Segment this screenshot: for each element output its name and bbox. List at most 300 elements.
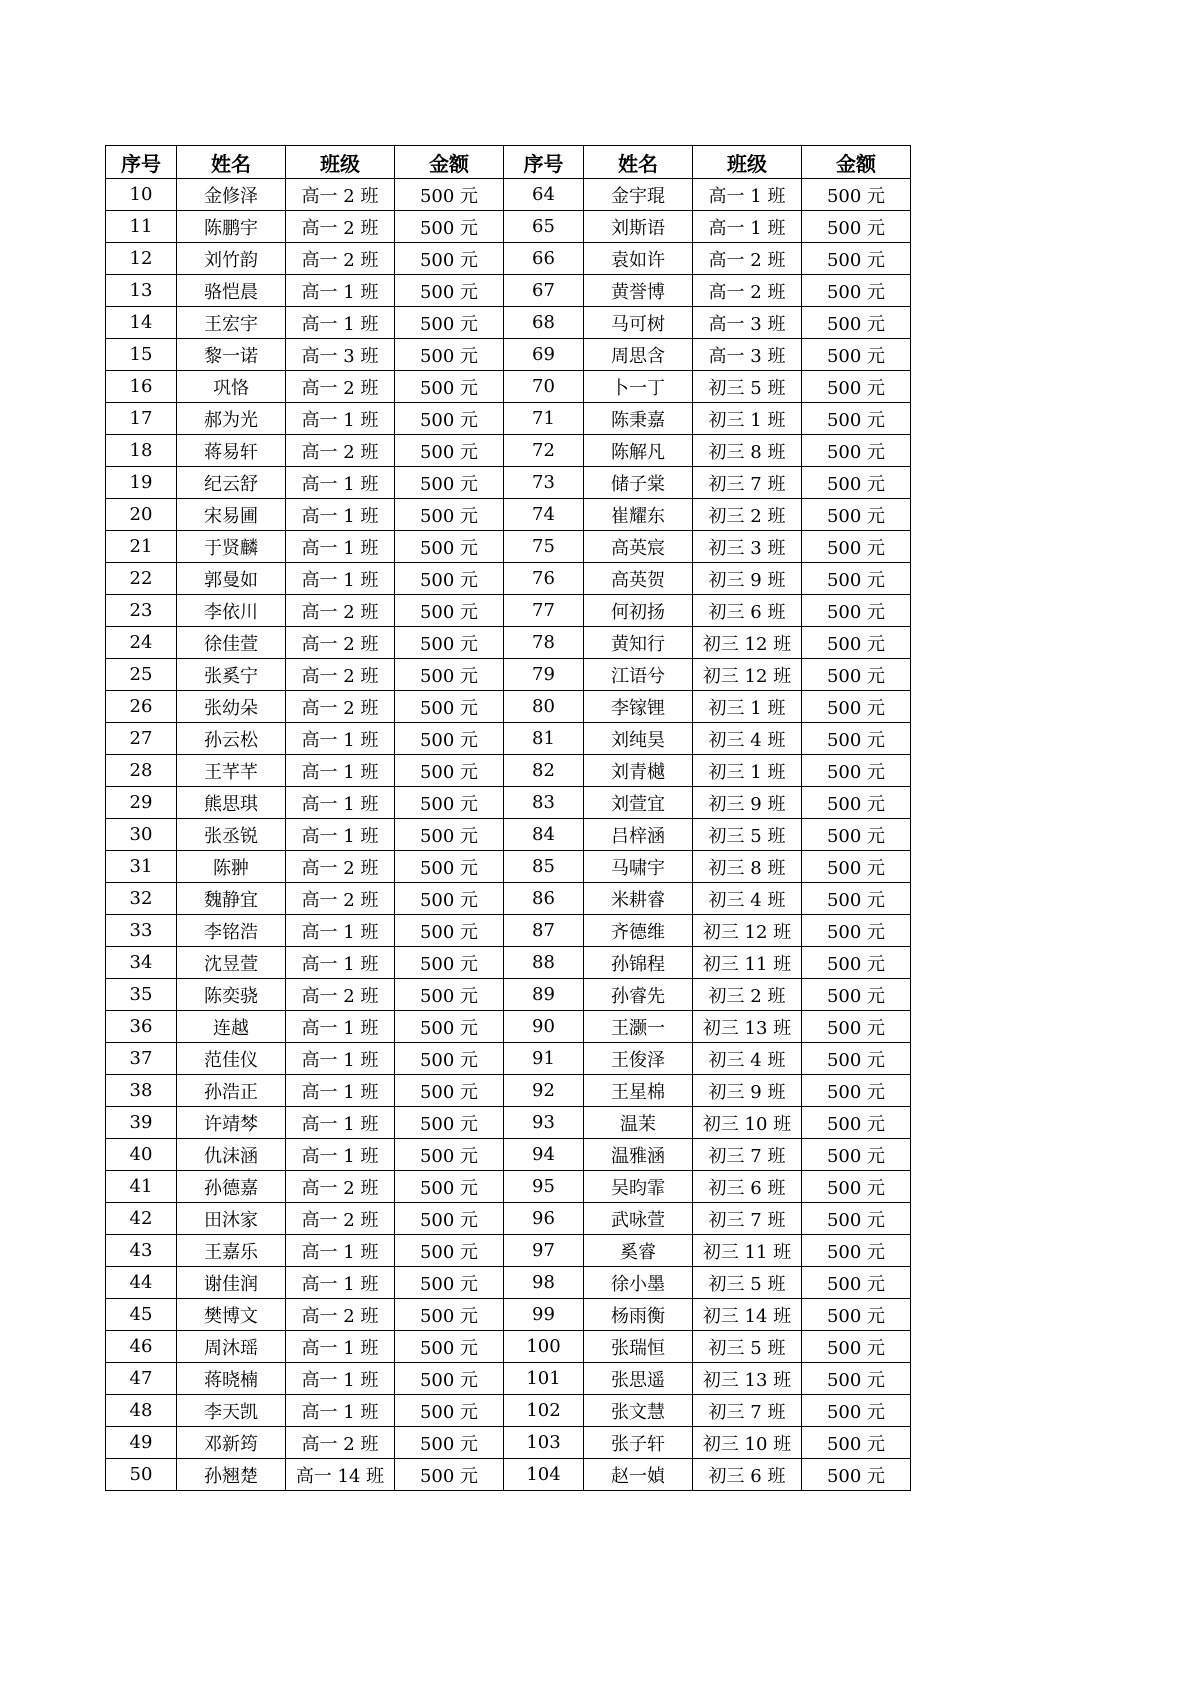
class-cell-2: 初三 5 班 — [693, 819, 802, 851]
table-row — [106, 1107, 911, 1139]
table-row — [106, 467, 911, 499]
class-cell: 高一 2 班 — [286, 435, 395, 467]
name-cell: 谢佳润 — [177, 1267, 286, 1299]
seq-cell: 25 — [106, 659, 177, 691]
amount-cell: 500 元 — [395, 1203, 504, 1235]
seq-cell-2: 89 — [504, 979, 584, 1011]
name-cell: 于贤麟 — [177, 531, 286, 563]
class-cell: 高一 1 班 — [286, 467, 395, 499]
amount-cell: 500 元 — [395, 1011, 504, 1043]
name-cell: 纪云舒 — [177, 467, 286, 499]
seq-cell: 28 — [106, 755, 177, 787]
amount-cell-2: 500 元 — [802, 979, 911, 1011]
seq-cell: 32 — [106, 883, 177, 915]
amount-cell-2: 500 元 — [802, 1139, 911, 1171]
name-cell: 孙浩正 — [177, 1075, 286, 1107]
seq-cell-2: 72 — [504, 435, 584, 467]
seq-cell-2: 76 — [504, 563, 584, 595]
name-cell-2: 崔耀东 — [584, 499, 693, 531]
class-cell: 高一 1 班 — [286, 1139, 395, 1171]
header-name-2: 姓名 — [584, 146, 693, 179]
seq-cell: 47 — [106, 1363, 177, 1395]
seq-cell: 43 — [106, 1235, 177, 1267]
class-cell: 高一 2 班 — [286, 659, 395, 691]
amount-cell: 500 元 — [395, 371, 504, 403]
amount-cell-2: 500 元 — [802, 755, 911, 787]
seq-cell: 19 — [106, 467, 177, 499]
amount-cell: 500 元 — [395, 819, 504, 851]
amount-cell: 500 元 — [395, 531, 504, 563]
seq-cell: 22 — [106, 563, 177, 595]
class-cell: 高一 2 班 — [286, 595, 395, 627]
table-row — [106, 915, 911, 947]
class-cell: 高一 2 班 — [286, 691, 395, 723]
amount-cell-2: 500 元 — [802, 723, 911, 755]
header-amount-2: 金额 — [802, 146, 911, 179]
amount-cell: 500 元 — [395, 595, 504, 627]
amount-cell-2: 500 元 — [802, 339, 911, 371]
header-amount: 金额 — [395, 146, 504, 179]
table-row — [106, 1011, 911, 1043]
amount-cell: 500 元 — [395, 499, 504, 531]
table-row — [106, 691, 911, 723]
seq-cell: 24 — [106, 627, 177, 659]
seq-cell-2: 73 — [504, 467, 584, 499]
amount-cell: 500 元 — [395, 1075, 504, 1107]
seq-cell-2: 99 — [504, 1299, 584, 1331]
class-cell-2: 初三 13 班 — [693, 1363, 802, 1395]
class-cell-2: 初三 10 班 — [693, 1427, 802, 1459]
class-cell: 高一 1 班 — [286, 1267, 395, 1299]
amount-cell-2: 500 元 — [802, 1043, 911, 1075]
class-cell-2: 初三 1 班 — [693, 403, 802, 435]
header-row — [106, 146, 911, 179]
seq-cell-2: 64 — [504, 179, 584, 211]
name-cell: 张幼朵 — [177, 691, 286, 723]
name-cell: 金修泽 — [177, 179, 286, 211]
amount-cell: 500 元 — [395, 1171, 504, 1203]
amount-cell-2: 500 元 — [802, 467, 911, 499]
amount-cell-2: 500 元 — [802, 531, 911, 563]
class-cell: 高一 2 班 — [286, 851, 395, 883]
table-row — [106, 819, 911, 851]
class-cell: 高一 1 班 — [286, 563, 395, 595]
amount-cell: 500 元 — [395, 179, 504, 211]
name-cell-2: 徐小墨 — [584, 1267, 693, 1299]
amount-cell: 500 元 — [395, 403, 504, 435]
amount-cell: 500 元 — [395, 1459, 504, 1491]
amount-cell-2: 500 元 — [802, 275, 911, 307]
name-cell: 王芊芊 — [177, 755, 286, 787]
name-cell-2: 王俊泽 — [584, 1043, 693, 1075]
table-row — [106, 1203, 911, 1235]
amount-cell-2: 500 元 — [802, 627, 911, 659]
seq-cell: 17 — [106, 403, 177, 435]
amount-cell: 500 元 — [395, 947, 504, 979]
class-cell-2: 初三 8 班 — [693, 851, 802, 883]
name-cell-2: 卜一丁 — [584, 371, 693, 403]
class-cell: 高一 2 班 — [286, 979, 395, 1011]
name-cell: 郭曼如 — [177, 563, 286, 595]
name-cell: 孙云松 — [177, 723, 286, 755]
amount-cell: 500 元 — [395, 435, 504, 467]
class-cell: 高一 2 班 — [286, 211, 395, 243]
name-cell-2: 米耕睿 — [584, 883, 693, 915]
seq-cell: 20 — [106, 499, 177, 531]
seq-cell-2: 75 — [504, 531, 584, 563]
seq-cell-2: 78 — [504, 627, 584, 659]
name-cell-2: 周思含 — [584, 339, 693, 371]
seq-cell: 35 — [106, 979, 177, 1011]
name-cell: 周沐瑶 — [177, 1331, 286, 1363]
name-cell-2: 孙锦程 — [584, 947, 693, 979]
amount-cell-2: 500 元 — [802, 1331, 911, 1363]
name-cell-2: 高英贺 — [584, 563, 693, 595]
amount-cell: 500 元 — [395, 1299, 504, 1331]
amount-cell-2: 500 元 — [802, 243, 911, 275]
seq-cell-2: 71 — [504, 403, 584, 435]
amount-cell: 500 元 — [395, 755, 504, 787]
seq-cell-2: 82 — [504, 755, 584, 787]
amount-cell: 500 元 — [395, 563, 504, 595]
amount-cell-2: 500 元 — [802, 1075, 911, 1107]
amount-cell-2: 500 元 — [802, 563, 911, 595]
name-cell: 连越 — [177, 1011, 286, 1043]
seq-cell-2: 83 — [504, 787, 584, 819]
name-cell-2: 张文慧 — [584, 1395, 693, 1427]
amount-cell: 500 元 — [395, 211, 504, 243]
seq-cell: 45 — [106, 1299, 177, 1331]
name-cell-2: 吕梓涵 — [584, 819, 693, 851]
name-cell: 孙翘楚 — [177, 1459, 286, 1491]
name-cell: 王宏宇 — [177, 307, 286, 339]
name-cell: 范佳仪 — [177, 1043, 286, 1075]
amount-cell: 500 元 — [395, 883, 504, 915]
amount-cell-2: 500 元 — [802, 883, 911, 915]
scholarship-table — [105, 145, 911, 1491]
table-row — [106, 883, 911, 915]
seq-cell: 49 — [106, 1427, 177, 1459]
seq-cell-2: 81 — [504, 723, 584, 755]
amount-cell-2: 500 元 — [802, 819, 911, 851]
seq-cell-2: 90 — [504, 1011, 584, 1043]
amount-cell-2: 500 元 — [802, 1235, 911, 1267]
name-cell-2: 齐德维 — [584, 915, 693, 947]
class-cell-2: 初三 10 班 — [693, 1107, 802, 1139]
amount-cell-2: 500 元 — [802, 1267, 911, 1299]
class-cell-2: 初三 1 班 — [693, 755, 802, 787]
class-cell: 高一 3 班 — [286, 339, 395, 371]
class-cell: 高一 2 班 — [286, 1203, 395, 1235]
class-cell: 高一 2 班 — [286, 371, 395, 403]
seq-cell: 12 — [106, 243, 177, 275]
seq-cell: 41 — [106, 1171, 177, 1203]
table-row — [106, 1171, 911, 1203]
amount-cell: 500 元 — [395, 851, 504, 883]
table-row — [106, 1427, 911, 1459]
name-cell-2: 张子轩 — [584, 1427, 693, 1459]
seq-cell: 46 — [106, 1331, 177, 1363]
class-cell-2: 初三 2 班 — [693, 979, 802, 1011]
name-cell: 陈鹏宇 — [177, 211, 286, 243]
amount-cell: 500 元 — [395, 1427, 504, 1459]
amount-cell: 500 元 — [395, 1235, 504, 1267]
table-row — [106, 1395, 911, 1427]
name-cell: 王嘉乐 — [177, 1235, 286, 1267]
class-cell-2: 初三 7 班 — [693, 1395, 802, 1427]
amount-cell: 500 元 — [395, 1331, 504, 1363]
amount-cell: 500 元 — [395, 1107, 504, 1139]
amount-cell: 500 元 — [395, 1267, 504, 1299]
class-cell-2: 初三 9 班 — [693, 563, 802, 595]
seq-cell: 27 — [106, 723, 177, 755]
seq-cell: 48 — [106, 1395, 177, 1427]
class-cell: 高一 1 班 — [286, 1075, 395, 1107]
class-cell-2: 初三 5 班 — [693, 1267, 802, 1299]
seq-cell: 33 — [106, 915, 177, 947]
table-row — [106, 755, 911, 787]
class-cell: 高一 2 班 — [286, 1299, 395, 1331]
seq-cell: 40 — [106, 1139, 177, 1171]
seq-cell-2: 68 — [504, 307, 584, 339]
class-cell: 高一 2 班 — [286, 1427, 395, 1459]
name-cell: 宋易圃 — [177, 499, 286, 531]
amount-cell: 500 元 — [395, 243, 504, 275]
table-row — [106, 1043, 911, 1075]
name-cell: 张丞锐 — [177, 819, 286, 851]
class-cell: 高一 1 班 — [286, 1395, 395, 1427]
table-row — [106, 499, 911, 531]
table-row — [106, 563, 911, 595]
table-row — [106, 403, 911, 435]
amount-cell-2: 500 元 — [802, 435, 911, 467]
name-cell: 熊思琪 — [177, 787, 286, 819]
header-name: 姓名 — [177, 146, 286, 179]
seq-cell: 15 — [106, 339, 177, 371]
name-cell: 张奚宁 — [177, 659, 286, 691]
class-cell: 高一 1 班 — [286, 787, 395, 819]
class-cell: 高一 1 班 — [286, 307, 395, 339]
class-cell: 高一 1 班 — [286, 1107, 395, 1139]
amount-cell-2: 500 元 — [802, 1171, 911, 1203]
name-cell: 陈奕骁 — [177, 979, 286, 1011]
name-cell: 郝为光 — [177, 403, 286, 435]
seq-cell: 26 — [106, 691, 177, 723]
name-cell-2: 王灏一 — [584, 1011, 693, 1043]
class-cell-2: 初三 9 班 — [693, 787, 802, 819]
name-cell: 樊博文 — [177, 1299, 286, 1331]
name-cell: 仇沫涵 — [177, 1139, 286, 1171]
seq-cell-2: 80 — [504, 691, 584, 723]
seq-cell-2: 70 — [504, 371, 584, 403]
name-cell-2: 马可树 — [584, 307, 693, 339]
seq-cell-2: 95 — [504, 1171, 584, 1203]
table-row — [106, 1139, 911, 1171]
class-cell-2: 初三 9 班 — [693, 1075, 802, 1107]
amount-cell: 500 元 — [395, 691, 504, 723]
table-row — [106, 947, 911, 979]
seq-cell-2: 84 — [504, 819, 584, 851]
seq-cell: 29 — [106, 787, 177, 819]
table-row — [106, 627, 911, 659]
amount-cell-2: 500 元 — [802, 1395, 911, 1427]
class-cell-2: 初三 7 班 — [693, 1203, 802, 1235]
class-cell: 高一 2 班 — [286, 243, 395, 275]
name-cell: 巩恪 — [177, 371, 286, 403]
seq-cell-2: 66 — [504, 243, 584, 275]
class-cell-2: 高一 1 班 — [693, 211, 802, 243]
amount-cell: 500 元 — [395, 339, 504, 371]
class-cell-2: 初三 4 班 — [693, 883, 802, 915]
amount-cell: 500 元 — [395, 1395, 504, 1427]
name-cell: 黎一诺 — [177, 339, 286, 371]
seq-cell-2: 79 — [504, 659, 584, 691]
name-cell-2: 李镓锂 — [584, 691, 693, 723]
amount-cell-2: 500 元 — [802, 1459, 911, 1491]
class-cell: 高一 14 班 — [286, 1459, 395, 1491]
name-cell-2: 武咏萱 — [584, 1203, 693, 1235]
amount-cell-2: 500 元 — [802, 787, 911, 819]
table-row — [106, 531, 911, 563]
table-row — [106, 179, 911, 211]
amount-cell-2: 500 元 — [802, 691, 911, 723]
name-cell-2: 黄知行 — [584, 627, 693, 659]
seq-cell: 13 — [106, 275, 177, 307]
class-cell-2: 初三 5 班 — [693, 1331, 802, 1363]
name-cell-2: 孙睿先 — [584, 979, 693, 1011]
seq-cell-2: 97 — [504, 1235, 584, 1267]
table-row — [106, 243, 911, 275]
name-cell-2: 马啸宇 — [584, 851, 693, 883]
table-row — [106, 595, 911, 627]
name-cell: 李天凯 — [177, 1395, 286, 1427]
seq-cell-2: 77 — [504, 595, 584, 627]
seq-cell: 42 — [106, 1203, 177, 1235]
class-cell-2: 初三 11 班 — [693, 1235, 802, 1267]
name-cell-2: 储子棠 — [584, 467, 693, 499]
amount-cell: 500 元 — [395, 659, 504, 691]
amount-cell: 500 元 — [395, 627, 504, 659]
name-cell-2: 高英宸 — [584, 531, 693, 563]
class-cell-2: 初三 8 班 — [693, 435, 802, 467]
seq-cell-2: 100 — [504, 1331, 584, 1363]
class-cell-2: 初三 6 班 — [693, 595, 802, 627]
seq-cell: 39 — [106, 1107, 177, 1139]
class-cell: 高一 2 班 — [286, 883, 395, 915]
class-cell: 高一 2 班 — [286, 1171, 395, 1203]
name-cell: 邓新筠 — [177, 1427, 286, 1459]
table-row — [106, 307, 911, 339]
class-cell: 高一 1 班 — [286, 1011, 395, 1043]
header-class-2: 班级 — [693, 146, 802, 179]
amount-cell-2: 500 元 — [802, 1107, 911, 1139]
name-cell-2: 温雅涵 — [584, 1139, 693, 1171]
seq-cell-2: 104 — [504, 1459, 584, 1491]
class-cell: 高一 2 班 — [286, 627, 395, 659]
amount-cell: 500 元 — [395, 723, 504, 755]
table-body — [106, 179, 911, 1491]
amount-cell-2: 500 元 — [802, 179, 911, 211]
name-cell-2: 张瑞恒 — [584, 1331, 693, 1363]
amount-cell-2: 500 元 — [802, 915, 911, 947]
amount-cell-2: 500 元 — [802, 403, 911, 435]
table-row — [106, 1235, 911, 1267]
name-cell: 李依川 — [177, 595, 286, 627]
name-cell-2: 江语兮 — [584, 659, 693, 691]
seq-cell-2: 65 — [504, 211, 584, 243]
class-cell: 高一 2 班 — [286, 179, 395, 211]
amount-cell: 500 元 — [395, 1139, 504, 1171]
table-row — [106, 723, 911, 755]
class-cell-2: 初三 1 班 — [693, 691, 802, 723]
amount-cell: 500 元 — [395, 915, 504, 947]
name-cell: 蒋易轩 — [177, 435, 286, 467]
class-cell-2: 初三 4 班 — [693, 723, 802, 755]
seq-cell-2: 103 — [504, 1427, 584, 1459]
name-cell: 李铭浩 — [177, 915, 286, 947]
amount-cell-2: 500 元 — [802, 499, 911, 531]
amount-cell: 500 元 — [395, 467, 504, 499]
class-cell-2: 高一 2 班 — [693, 275, 802, 307]
amount-cell-2: 500 元 — [802, 211, 911, 243]
name-cell: 孙德嘉 — [177, 1171, 286, 1203]
amount-cell-2: 500 元 — [802, 1203, 911, 1235]
class-cell: 高一 1 班 — [286, 947, 395, 979]
name-cell-2: 张思遥 — [584, 1363, 693, 1395]
seq-cell: 23 — [106, 595, 177, 627]
seq-cell: 16 — [106, 371, 177, 403]
class-cell: 高一 1 班 — [286, 275, 395, 307]
amount-cell: 500 元 — [395, 1363, 504, 1395]
class-cell-2: 高一 3 班 — [693, 307, 802, 339]
table-row — [106, 211, 911, 243]
seq-cell-2: 98 — [504, 1267, 584, 1299]
table-row — [106, 339, 911, 371]
seq-cell-2: 93 — [504, 1107, 584, 1139]
amount-cell-2: 500 元 — [802, 1011, 911, 1043]
class-cell-2: 初三 7 班 — [693, 467, 802, 499]
header-seq-2: 序号 — [504, 146, 584, 179]
class-cell-2: 初三 6 班 — [693, 1171, 802, 1203]
amount-cell: 500 元 — [395, 307, 504, 339]
class-cell: 高一 1 班 — [286, 1043, 395, 1075]
name-cell-2: 刘青樾 — [584, 755, 693, 787]
class-cell: 高一 1 班 — [286, 531, 395, 563]
name-cell-2: 陈解凡 — [584, 435, 693, 467]
seq-cell-2: 102 — [504, 1395, 584, 1427]
class-cell: 高一 1 班 — [286, 1363, 395, 1395]
amount-cell-2: 500 元 — [802, 595, 911, 627]
class-cell: 高一 1 班 — [286, 915, 395, 947]
table-row — [106, 787, 911, 819]
seq-cell: 31 — [106, 851, 177, 883]
amount-cell-2: 500 元 — [802, 851, 911, 883]
seq-cell: 37 — [106, 1043, 177, 1075]
class-cell: 高一 1 班 — [286, 819, 395, 851]
class-cell-2: 高一 2 班 — [693, 243, 802, 275]
name-cell: 陈翀 — [177, 851, 286, 883]
class-cell-2: 初三 12 班 — [693, 627, 802, 659]
name-cell-2: 王星棉 — [584, 1075, 693, 1107]
seq-cell: 21 — [106, 531, 177, 563]
name-cell: 魏静宜 — [177, 883, 286, 915]
class-cell-2: 初三 14 班 — [693, 1299, 802, 1331]
name-cell-2: 杨雨衡 — [584, 1299, 693, 1331]
seq-cell: 11 — [106, 211, 177, 243]
header-seq: 序号 — [106, 146, 177, 179]
seq-cell: 44 — [106, 1267, 177, 1299]
seq-cell: 34 — [106, 947, 177, 979]
